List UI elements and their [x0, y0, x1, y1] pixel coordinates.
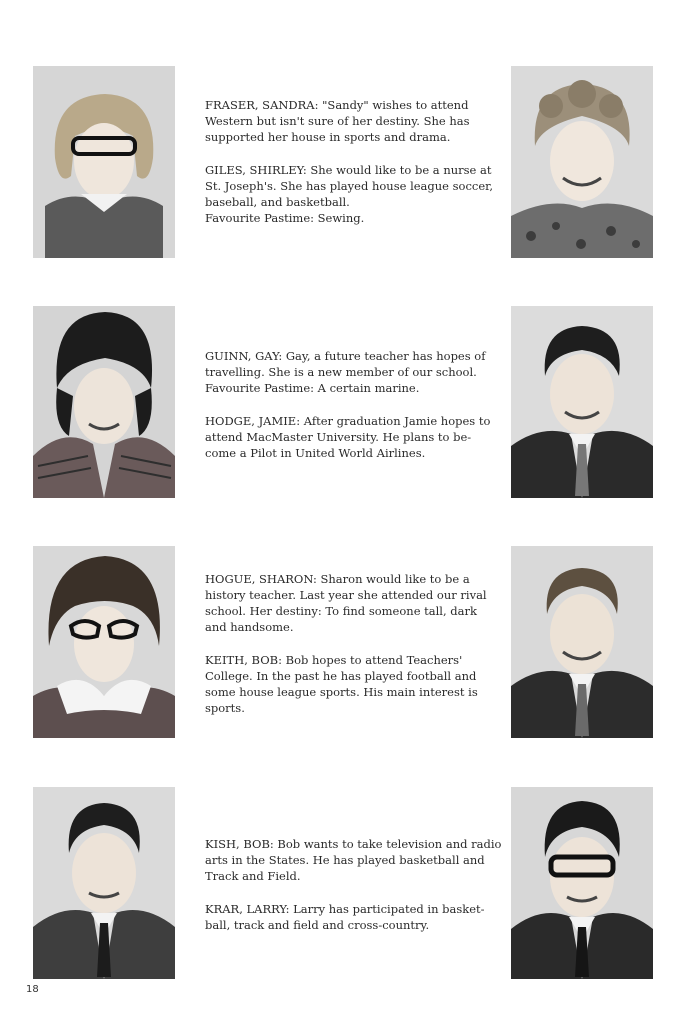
portrait-guinn-gay	[33, 306, 175, 498]
page-number: 18	[26, 984, 39, 995]
portrait-keith-bob	[511, 546, 653, 738]
portrait-hogue-sharon	[33, 546, 175, 738]
portrait-krar-larry	[511, 787, 653, 979]
bio-krar-larry: KRAR, LARRY: Larry has participated in basket- ball, track and field and cross-country.	[205, 902, 485, 932]
bio-fraser-sandra: FRASER, SANDRA: "Sandy" wishes to attend Western but isn't sure of her destiny. She has supported her house in sports and drama.	[205, 98, 470, 144]
bio-kish-bob: KISH, BOB: Bob wants to take television and radio arts in the States. He has played basketball and Track and Field.	[205, 837, 502, 883]
bio-hodge-jamie: HODGE, JAMIE: After graduation Jamie hopes to attend MacMaster University. He plans to be- come a Pilot in United World Airlines.	[205, 414, 491, 460]
bio-hogue-sharon: HOGUE, SHARON: Sharon would like to be a history teacher. Last year she attended our rival school. Her destiny: To find someone tall, dark and handsome.	[205, 572, 487, 634]
portrait-hodge-jamie	[511, 306, 653, 498]
portrait-giles-shirley	[511, 66, 653, 258]
bio-keith-bob: KEITH, BOB: Bob hopes to attend Teachers' College. In the past he has played football and some house league sports. His main interest is sports.	[205, 653, 478, 715]
portrait-fraser-sandra	[33, 66, 175, 258]
bio-giles-shirley: GILES, SHIRLEY: She would like to be a nurse at St. Joseph's. She has played house league soccer, baseball, and basketball. Favourite Pastime: Sewing.	[205, 163, 494, 225]
entry-block-row-3	[205, 571, 505, 733]
portrait-kish-bob	[33, 787, 175, 979]
entry-block-row-1	[205, 97, 505, 243]
bio-guinn-gay: GUINN, GAY: Gay, a future teacher has hopes of travelling. She is a new member of our school. Favourite Pastime: A certain marine.	[205, 349, 486, 395]
entry-block-row-2	[205, 348, 505, 478]
entry-block-row-4	[205, 836, 505, 950]
